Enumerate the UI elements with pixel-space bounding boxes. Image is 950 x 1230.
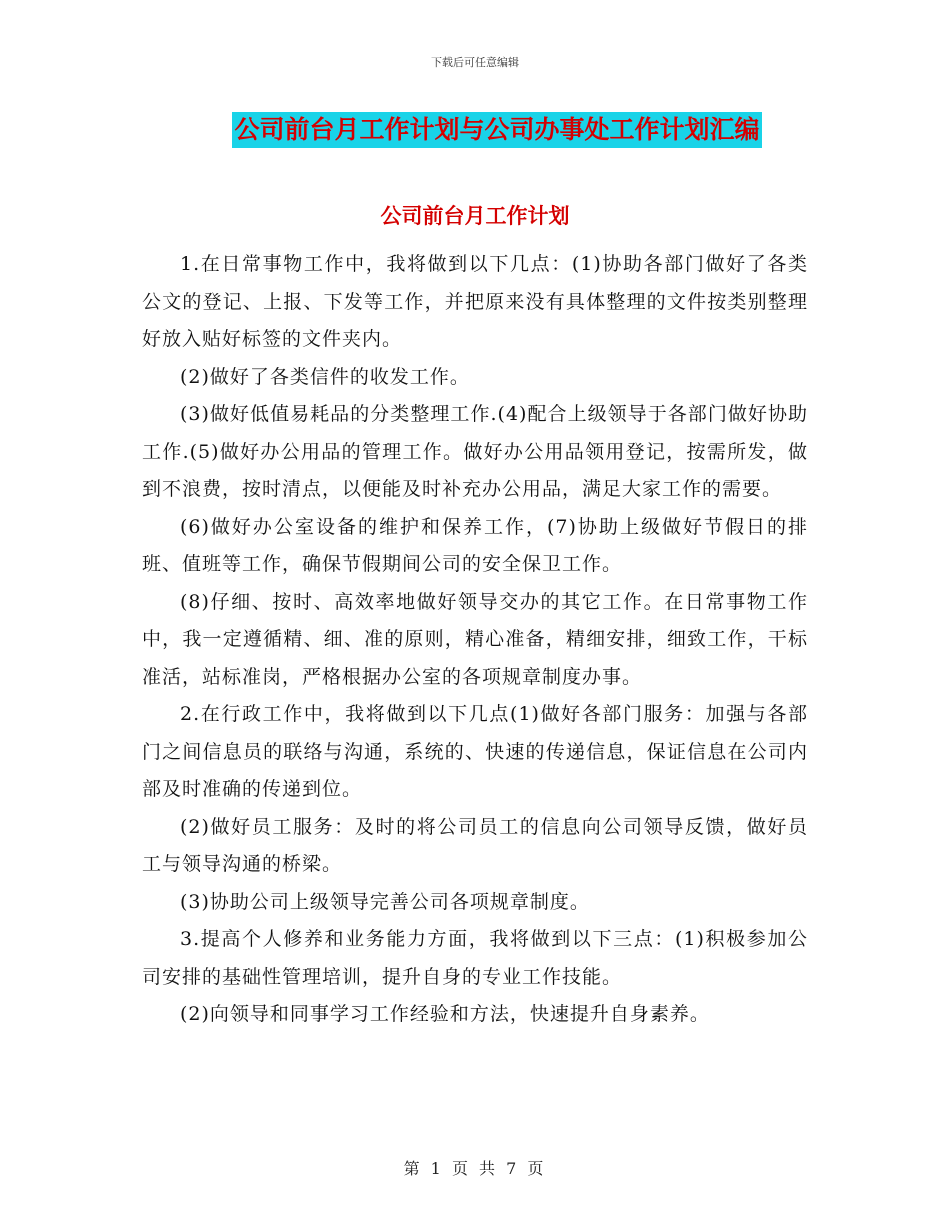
paragraph: 2.在行政工作中，我将做到以下几点(1)做好各部门服务：加强与各部门之间信息员的联络与沟通，系统的、快速的传递信息，保证信息在公司内部及时准确的传递到位。 — [142, 703, 808, 800]
page-header-note: 下载后可任意编辑 — [431, 56, 519, 69]
paragraph: (6)做好办公室设备的维护和保养工作，(7)协助上级做好节假日的排班、值班等工作，确保节假期间公司的安全保卫工作。 — [142, 515, 808, 575]
page-number: 第 1 页 共 7 页 — [403, 1159, 547, 1178]
paragraph: (2)做好了各类信件的收发工作。 — [180, 365, 470, 388]
paragraph: (3)协助公司上级领导完善公司各项规章制度。 — [180, 890, 590, 913]
paragraph: 1.在日常事物工作中，我将做到以下几点：(1)协助各部门做好了各类公文的登记、上报、下发等工作，并把原来没有具体整理的文件按类别整理好放入贴好标签的文件夹内。 — [142, 253, 808, 350]
paragraph: (2)向领导和同事学习工作经验和方法，快速提升自身素养。 — [180, 1003, 710, 1025]
paragraph: (3)做好低值易耗品的分类整理工作.(4)配合上级领导于各部门做好协助工作.(5)做好办公用品的管理工作。做好办公用品领用登记，按需所发，做到不浪费，按时清点，以便能及时补充办公用品，满足大家工作的需要。 — [142, 403, 808, 500]
paragraph: (2)做好员工服务：及时的将公司员工的信息向公司领导反馈，做好员工与领导沟通的桥梁。 — [142, 815, 808, 875]
paragraph: (8)仔细、按时、高效率地做好领导交办的其它工作。在日常事物工作中，我一定遵循精、细、准的原则，精心准备，精细安排，细致工作，干标准活，站标准岗，严格根据办公室的各项规章制度办事。 — [142, 590, 808, 688]
section-title: 公司前台月工作计划 — [380, 204, 570, 228]
document-body — [142, 246, 808, 1034]
paragraph: 3.提高个人修养和业务能力方面，我将做到以下三点：(1)积极参加公司安排的基础性管理培训，提升自身的专业工作技能。 — [142, 928, 808, 988]
document-title-wrapper — [0, 112, 950, 148]
document-title: 公司前台月工作计划与公司办事处工作计划汇编 — [232, 112, 761, 148]
